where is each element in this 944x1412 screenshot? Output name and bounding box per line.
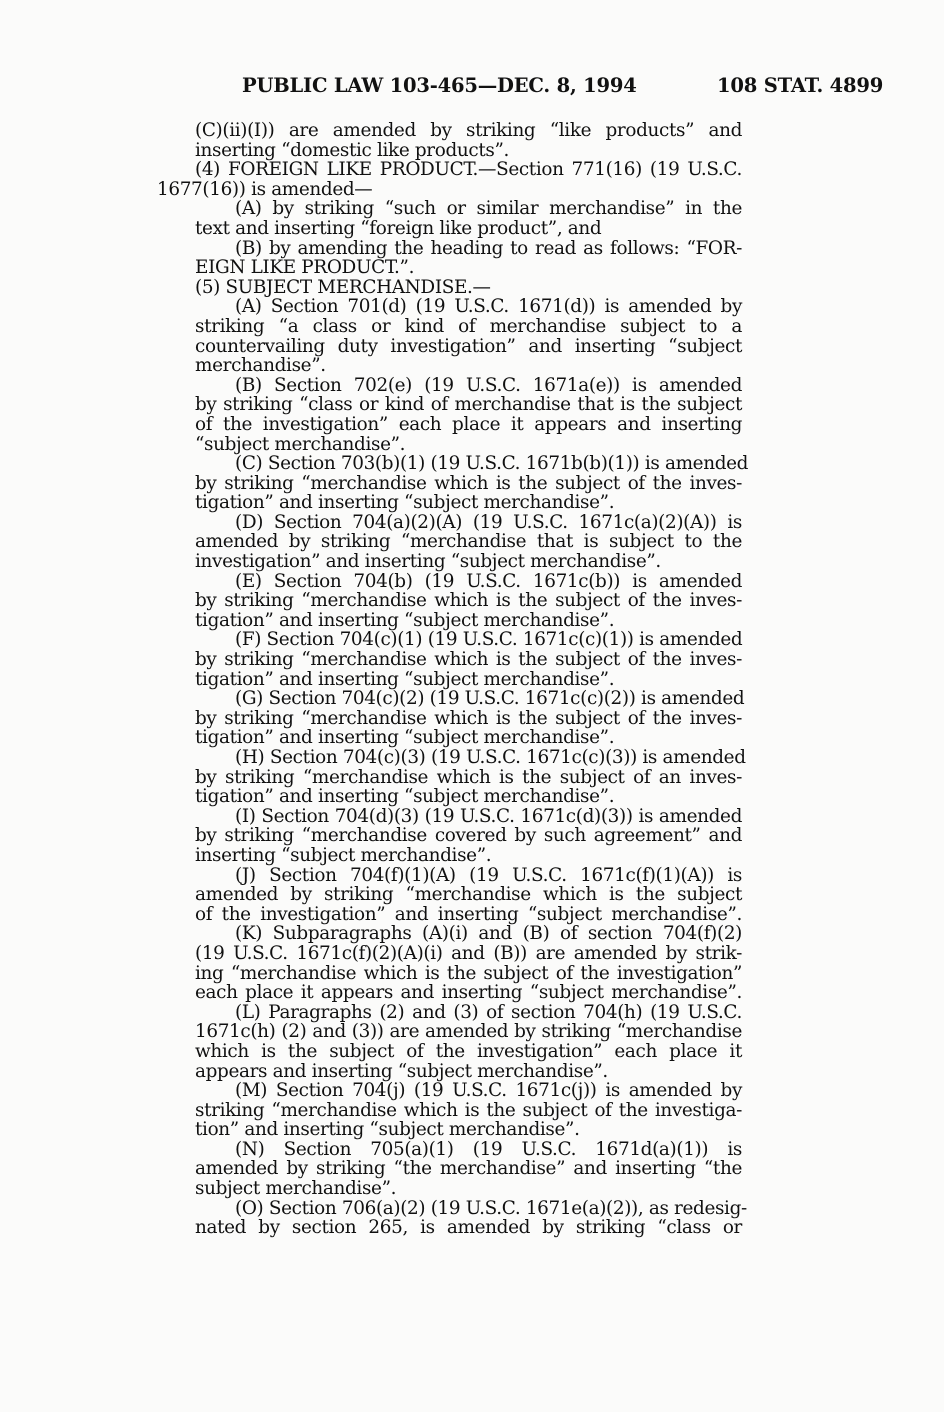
text-line: ing “merchandise which is the subject of the investigation”	[195, 962, 742, 984]
text-line: (L) Paragraphs (2) and (3) of section 704(h) (19 U.S.C.	[235, 1001, 742, 1023]
text-line: tigation” and inserting “subject merchandise”.	[195, 727, 615, 749]
text-line: inserting “domestic like products”.	[195, 139, 510, 161]
text-line: (E) Section 704(b) (19 U.S.C. 1671c(b)) is amended	[235, 570, 742, 592]
text-line: of the investigation” and inserting “subject merchandise”.	[195, 903, 742, 925]
text-line: by striking “merchandise which is the subject of an inves-	[195, 766, 742, 788]
text-line: nated by section 265, is amended by striking “class or	[195, 1217, 742, 1239]
page-header	[0, 74, 944, 104]
text-line: (19 U.S.C. 1671c(f)(2)(A)(i) and (B)) are amended by strik-	[195, 942, 742, 964]
text-line: tigation” and inserting “subject merchandise”.	[195, 609, 615, 631]
text-line: amended by striking “merchandise that is subject to the	[195, 531, 742, 553]
text-line: (K) Subparagraphs (A)(i) and (B) of section 704(f)(2)	[235, 923, 742, 945]
text-line: (4) FOREIGN LIKE PRODUCT.—Section 771(16) (19 U.S.C.	[195, 159, 742, 181]
text-line: tigation” and inserting “subject merchandise”.	[195, 786, 615, 808]
text-line: inserting “subject merchandise”.	[195, 844, 492, 866]
text-line: investigation” and inserting “subject merchandise”.	[195, 551, 661, 573]
text-line: (F) Section 704(c)(1) (19 U.S.C. 1671c(c)(1)) is amended	[235, 629, 743, 651]
text-line: 1671c(h) (2) and (3)) are amended by striking “merchandise	[195, 1021, 742, 1043]
text-line: tion” and inserting “subject merchandise”.	[195, 1119, 580, 1141]
text-line: appears and inserting “subject merchandise”.	[195, 1060, 608, 1082]
text-line: amended by striking “the merchandise” and inserting “the	[195, 1158, 742, 1180]
text-line: (C) Section 703(b)(1) (19 U.S.C. 1671b(b)(1)) is amended	[235, 453, 749, 475]
text-line: by striking “merchandise which is the subject of the inves-	[195, 472, 742, 494]
statute-page-number: 108 STAT. 4899	[717, 74, 884, 97]
text-line: (C)(ii)(I)) are amended by striking “like products” and	[195, 120, 742, 141]
text-line: by striking “merchandise which is the subject of the inves-	[195, 707, 742, 729]
text-line: (A) Section 701(d) (19 U.S.C. 1671(d)) is amended by	[235, 296, 742, 318]
text-line: each place it appears and inserting “subject merchandise”.	[195, 982, 742, 1004]
text-line: (A) by striking “such or similar merchandise” in the	[235, 198, 742, 220]
text-line: (B) by amending the heading to read as follows: “FOR-	[235, 237, 742, 259]
text-line: “subject merchandise”.	[195, 433, 406, 455]
text-line: of the investigation” each place it appears and inserting	[195, 413, 742, 435]
text-line: (O) Section 706(a)(2) (19 U.S.C. 1671e(a)(2)), as redesig-	[235, 1197, 747, 1219]
text-line: (5) SUBJECT MERCHANDISE.—	[195, 276, 491, 298]
text-line: (H) Section 704(c)(3) (19 U.S.C. 1671c(c)(3)) is amended	[235, 747, 746, 768]
text-line: by striking “class or kind of merchandise that is the subject	[195, 394, 742, 416]
text-line: 1677(16)) is amended—	[157, 178, 373, 200]
text-line: merchandise”.	[195, 355, 326, 377]
text-line: (M) Section 704(j) (19 U.S.C. 1671c(j)) is amended by	[235, 1080, 742, 1102]
text-line: text and inserting “foreign like product”, and	[195, 217, 602, 239]
text-line: subject merchandise”.	[195, 1178, 397, 1200]
text-line: by striking “merchandise which is the subject of the inves-	[195, 649, 742, 671]
text-line: which is the subject of the investigation” each place it	[195, 1040, 742, 1062]
text-line: tigation” and inserting “subject merchandise”.	[195, 668, 615, 690]
text-line: (I) Section 704(d)(3) (19 U.S.C. 1671c(d)(3)) is amended	[235, 805, 742, 827]
text-line: striking “merchandise which is the subject of the investiga-	[195, 1099, 742, 1121]
body-text	[157, 120, 749, 1239]
text-line: tigation” and inserting “subject merchandise”.	[195, 492, 615, 514]
text-line: (B) Section 702(e) (19 U.S.C. 1671a(e)) is amended	[235, 374, 742, 396]
text-line: (N) Section 705(a)(1) (19 U.S.C. 1671d(a)(1)) is	[235, 1138, 742, 1160]
text-line: amended by striking “merchandise which is the subject	[195, 884, 742, 906]
text-line: (G) Section 704(c)(2) (19 U.S.C. 1671c(c)(2)) is amended	[235, 688, 745, 710]
text-line: EIGN LIKE PRODUCT.”.	[195, 257, 415, 279]
text-line: countervailing duty investigation” and inserting “subject	[195, 335, 742, 357]
text-line: by striking “merchandise covered by such agreement” and	[195, 825, 742, 847]
text-line: (J) Section 704(f)(1)(A) (19 U.S.C. 1671c(f)(1)(A)) is	[235, 864, 742, 886]
text-line: striking “a class or kind of merchandise subject to a	[195, 315, 742, 337]
running-head-title: PUBLIC LAW 103-465—DEC. 8, 1994	[242, 74, 637, 97]
text-line: by striking “merchandise which is the subject of the inves-	[195, 590, 742, 612]
text-line: (D) Section 704(a)(2)(A) (19 U.S.C. 1671c(a)(2)(A)) is	[235, 511, 742, 533]
